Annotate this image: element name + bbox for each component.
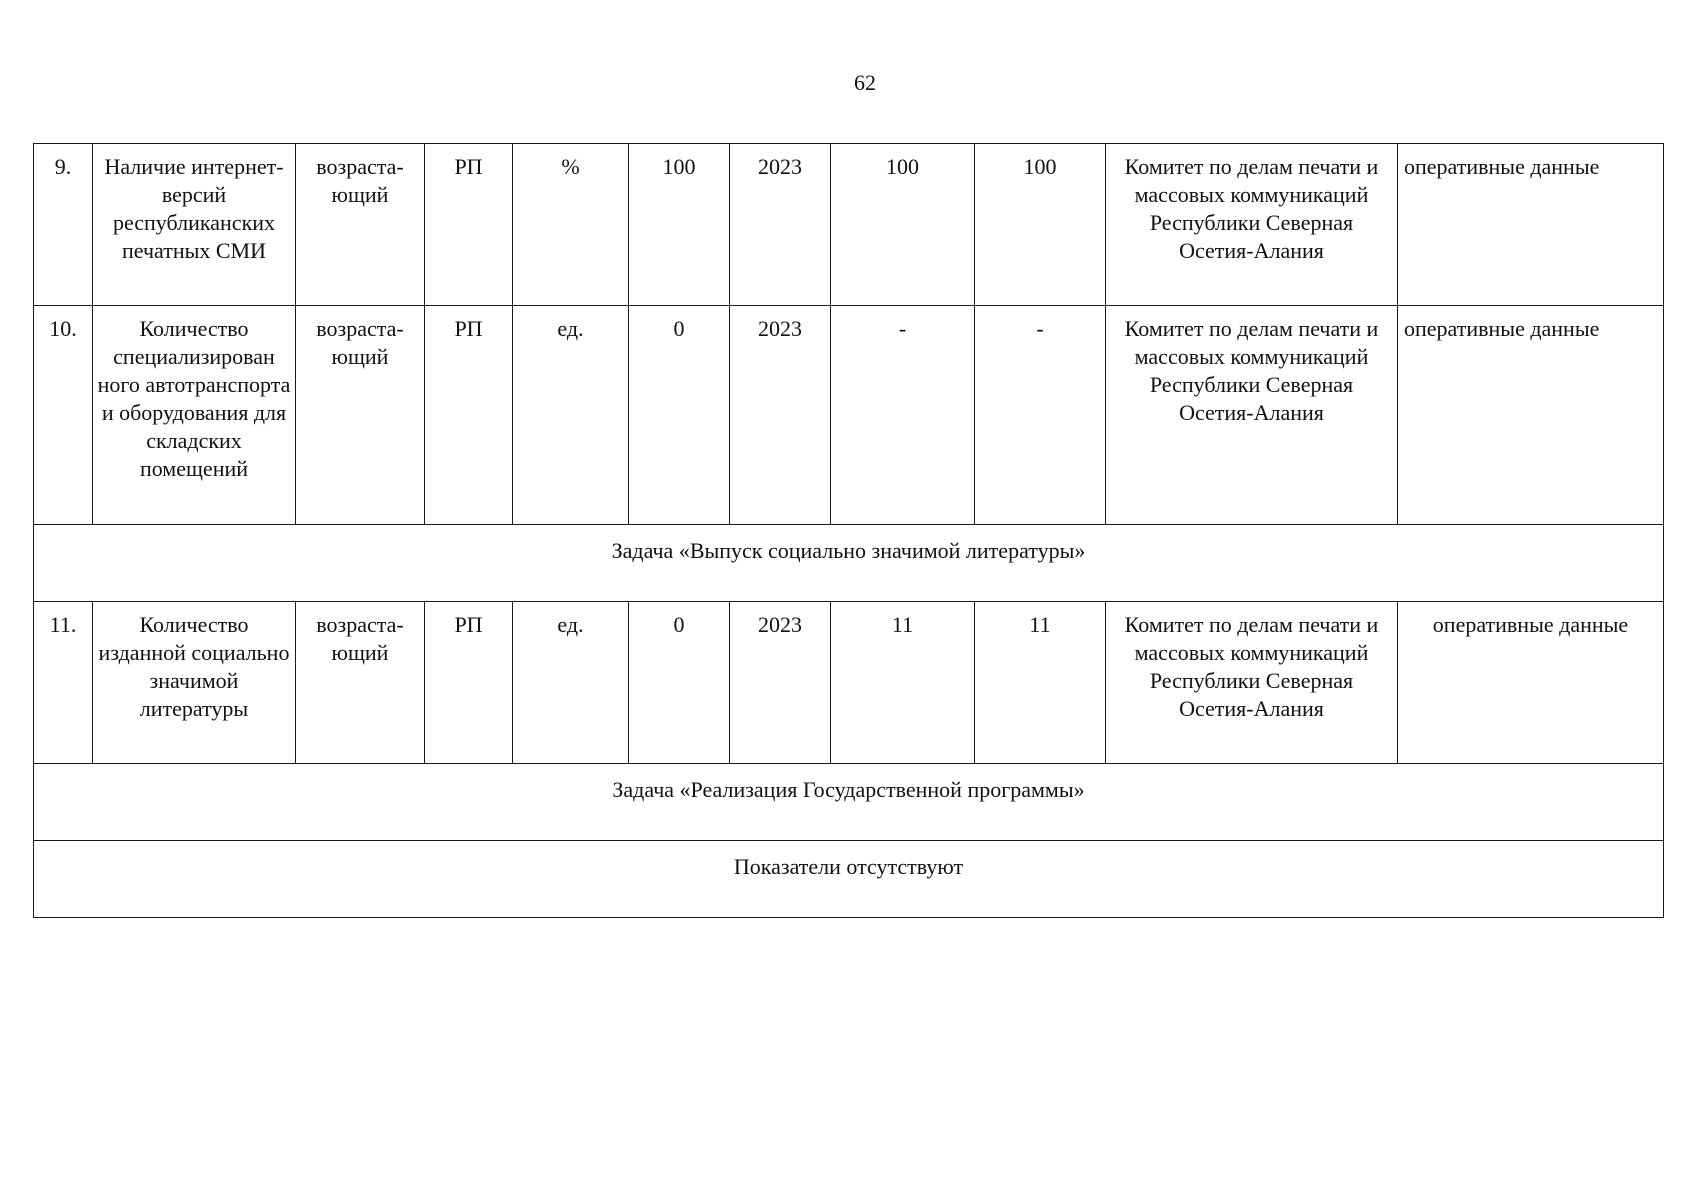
table-row — [34, 602, 1664, 764]
indicator-level: РП — [425, 144, 513, 306]
table-row — [34, 144, 1664, 306]
base-year: 2023 — [730, 306, 831, 525]
base-value: 0 — [629, 306, 730, 525]
no-indicators-note: Показатели отсутствуют — [34, 841, 1664, 918]
indicator-trend: возраста-ющий — [296, 306, 425, 525]
responsible-authority: Комитет по делам печати и массовых коммуникаций Республики Северная Осетия-Алания — [1106, 306, 1398, 525]
indicator-name: Количество специализирован ного автотранспорта и оборудования для складских помещений — [93, 306, 296, 525]
data-source: оперативные данные — [1398, 306, 1664, 525]
indicator-trend: возраста-ющий — [296, 602, 425, 764]
indicator-name: Наличие интернет-версий республиканских печатных СМИ — [93, 144, 296, 306]
target-value-1: 100 — [831, 144, 975, 306]
indicator-unit: % — [513, 144, 629, 306]
base-value: 0 — [629, 602, 730, 764]
indicator-name: Количество изданной социально значимой литературы — [93, 602, 296, 764]
target-value-1: 11 — [831, 602, 975, 764]
page-number: 62 — [854, 70, 876, 95]
target-value-2: 11 — [975, 602, 1106, 764]
indicators-table — [33, 143, 1664, 918]
row-number: 11. — [34, 602, 93, 764]
indicator-unit: ед. — [513, 602, 629, 764]
data-source: оперативные данные — [1398, 144, 1664, 306]
task-heading-row — [34, 764, 1664, 841]
responsible-authority: Комитет по делам печати и массовых коммуникаций Республики Северная Осетия-Алания — [1106, 144, 1398, 306]
base-value: 100 — [629, 144, 730, 306]
indicator-trend: возраста-ющий — [296, 144, 425, 306]
indicators-table-container — [33, 143, 1663, 918]
indicator-level: РП — [425, 306, 513, 525]
task-heading: Задача «Реализация Государственной программы» — [34, 764, 1664, 841]
row-number: 9. — [34, 144, 93, 306]
table-row — [34, 306, 1664, 525]
target-value-1: - — [831, 306, 975, 525]
data-source: оперативные данные — [1398, 602, 1664, 764]
responsible-authority: Комитет по делам печати и массовых коммуникаций Республики Северная Осетия-Алания — [1106, 602, 1398, 764]
base-year: 2023 — [730, 602, 831, 764]
target-value-2: - — [975, 306, 1106, 525]
base-year: 2023 — [730, 144, 831, 306]
row-number: 10. — [34, 306, 93, 525]
target-value-2: 100 — [975, 144, 1106, 306]
task-heading: Задача «Выпуск социально значимой литературы» — [34, 525, 1664, 602]
indicator-level: РП — [425, 602, 513, 764]
no-indicators-row — [34, 841, 1664, 918]
indicator-unit: ед. — [513, 306, 629, 525]
task-heading-row — [34, 525, 1664, 602]
